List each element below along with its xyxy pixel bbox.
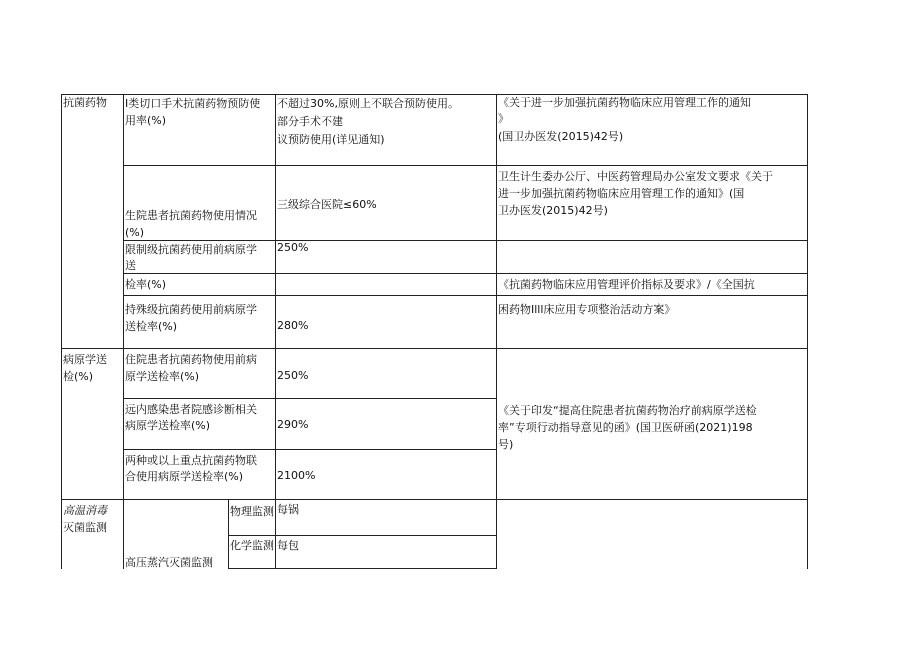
col-divider — [275, 94, 276, 569]
source-cell: (国卫办医发(2015)42号) — [498, 130, 624, 143]
source-cell: 率”专项行动指导意见的函》(国卫医研函(2021)198 — [498, 421, 753, 434]
standard-cell: 三级综合医院≤60% — [277, 198, 377, 211]
row-divider — [123, 295, 808, 296]
source-cell: 》 — [498, 112, 509, 125]
source-cell: 《关于印发“提高住院患者抗菌药物治疗前病原学送检 — [498, 404, 757, 417]
row-divider — [123, 398, 496, 399]
category-cell: 病原学送 — [63, 353, 107, 366]
source-cell: 进一步加强抗菌药物临床应用管理工作的通知》(国 — [498, 187, 745, 200]
row-divider — [123, 449, 496, 450]
col-divider — [61, 94, 62, 569]
source-cell: 号) — [498, 438, 514, 451]
category-cell: 灭菌监测 — [63, 521, 107, 534]
col-divider — [123, 94, 124, 569]
row-divider — [61, 348, 808, 349]
standard-cell: 250% — [277, 241, 309, 254]
item-cell: 两种或以上重点抗菌药物联 — [125, 454, 257, 467]
item-cell: 检率(%) — [125, 278, 167, 291]
standard-cell: 250% — [277, 369, 309, 382]
category-cell: 检(%) — [63, 370, 94, 383]
row-divider — [228, 535, 496, 536]
source-cell: 《抗菌药物临床应用管理评价指标及要求》/《全国抗 — [498, 278, 755, 291]
item-cell: 用率(%) — [125, 114, 167, 127]
standard-cell: 不超过30%,原则上不联合预防使用。 — [277, 97, 459, 110]
row-divider — [123, 273, 808, 274]
source-cell: 卫办医发(2015)42号) — [498, 204, 608, 217]
row-divider — [123, 165, 808, 166]
sub-item-value: 每包 — [277, 539, 299, 552]
item-cell: 原学送检率(%) — [125, 370, 200, 383]
item-cell: 病原学送检率(%) — [125, 419, 211, 432]
standard-cell: 280% — [277, 319, 309, 332]
item-cell: 合使用病原学送检率(%) — [125, 470, 244, 483]
category-cell: 抗菌药物 — [63, 96, 107, 109]
standard-cell: 290% — [277, 418, 309, 431]
row-divider — [228, 568, 496, 569]
item-cell: 持殊级抗菌药使用前病原学 — [125, 303, 257, 316]
item-cell: I类切口手术抗菌药物预防使 — [125, 97, 261, 110]
row-divider — [61, 499, 808, 500]
col-divider — [496, 94, 497, 569]
item-cell: 住院患者抗菌药物使用前病 — [125, 353, 257, 366]
item-cell: 限制级抗菌药使用前病原学 — [125, 243, 257, 256]
item-cell: 生院患者抗菌药物使用情况 — [125, 209, 257, 222]
standard-cell: 部分手术不建 — [277, 115, 343, 128]
source-cell: 《关于进一步加强抗菌药物临床应用管理工作的通知 — [498, 96, 751, 109]
col-divider — [228, 499, 229, 569]
sub-item-label: 化学监测 — [230, 539, 274, 552]
source-cell: 卫生计生委办公厅、中医药管理局办公室发文要求《关于 — [498, 170, 773, 183]
category-cell: 高温消毒 — [63, 504, 107, 517]
sub-item-value: 每锅 — [277, 503, 299, 516]
item-cell: 高压蒸汽灭菌监测 — [125, 556, 213, 569]
sub-item-label: 物理监测 — [230, 505, 274, 518]
item-cell: 送检率(%) — [125, 320, 178, 333]
standard-cell: 2100% — [277, 469, 316, 482]
item-cell: (%) — [125, 226, 145, 239]
item-cell: 送 — [125, 259, 136, 272]
standard-cell: 议预防使用(详见通知) — [277, 133, 385, 146]
item-cell: 远内感染患者院感诊断相关 — [125, 403, 257, 416]
table-right-border — [807, 94, 808, 569]
source-cell: 困药物Illl床应用专项整治活动方案》 — [498, 303, 676, 316]
